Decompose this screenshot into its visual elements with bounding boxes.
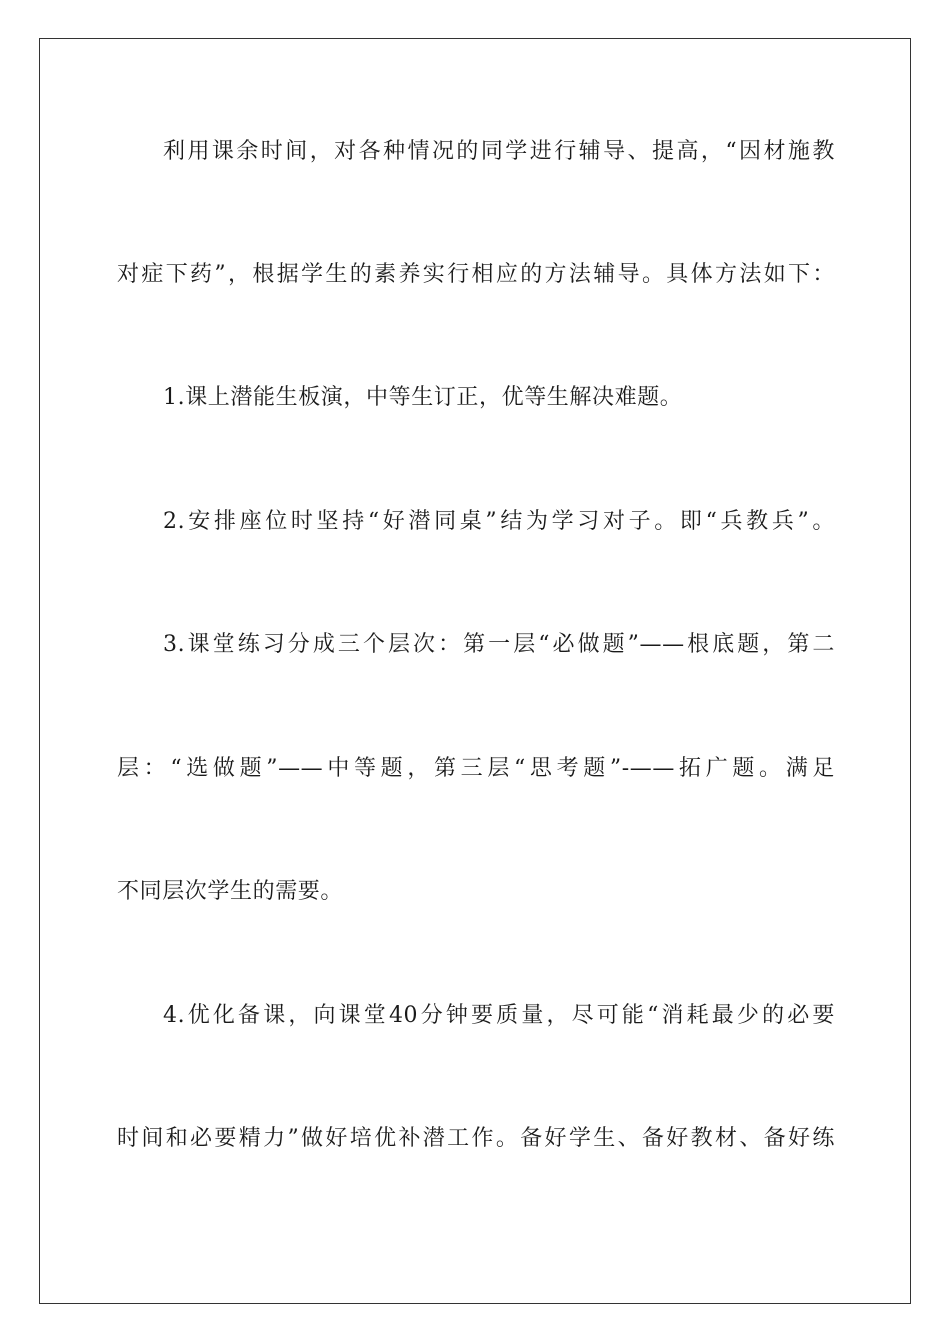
paragraph-line-1: 利用课余时间，对各种情况的同学进行辅导、提高，“因材施教 [163,139,835,164]
list-item-2: 2.安排座位时坚持“好潜同桌”结为学习对子。即“兵教兵”。 [163,509,835,534]
list-item-1: 1.课上潜能生板演，中等生订正，优等生解决难题。 [163,385,683,410]
paragraph-line-2: 对症下药”，根据学生的素养实行相应的方法辅导。具体方法如下： [117,262,835,287]
list-item-3-line-1: 3.课堂练习分成三个层次：第一层“必做题”——根底题，第二 [163,632,835,657]
page-frame [39,38,911,1304]
list-item-3-line-3: 不同层次学生的需要。 [117,879,344,904]
list-item-4-line-1: 4.优化备课，向课堂40分钟要质量，尽可能“消耗最少的必要 [163,1003,835,1028]
list-item-3-line-2: 层：“选做题”——中等题，第三层“思考题”-——拓广题。满足 [117,756,835,781]
list-item-4-line-2: 时间和必要精力”做好培优补潜工作。备好学生、备好教材、备好练 [117,1126,835,1151]
